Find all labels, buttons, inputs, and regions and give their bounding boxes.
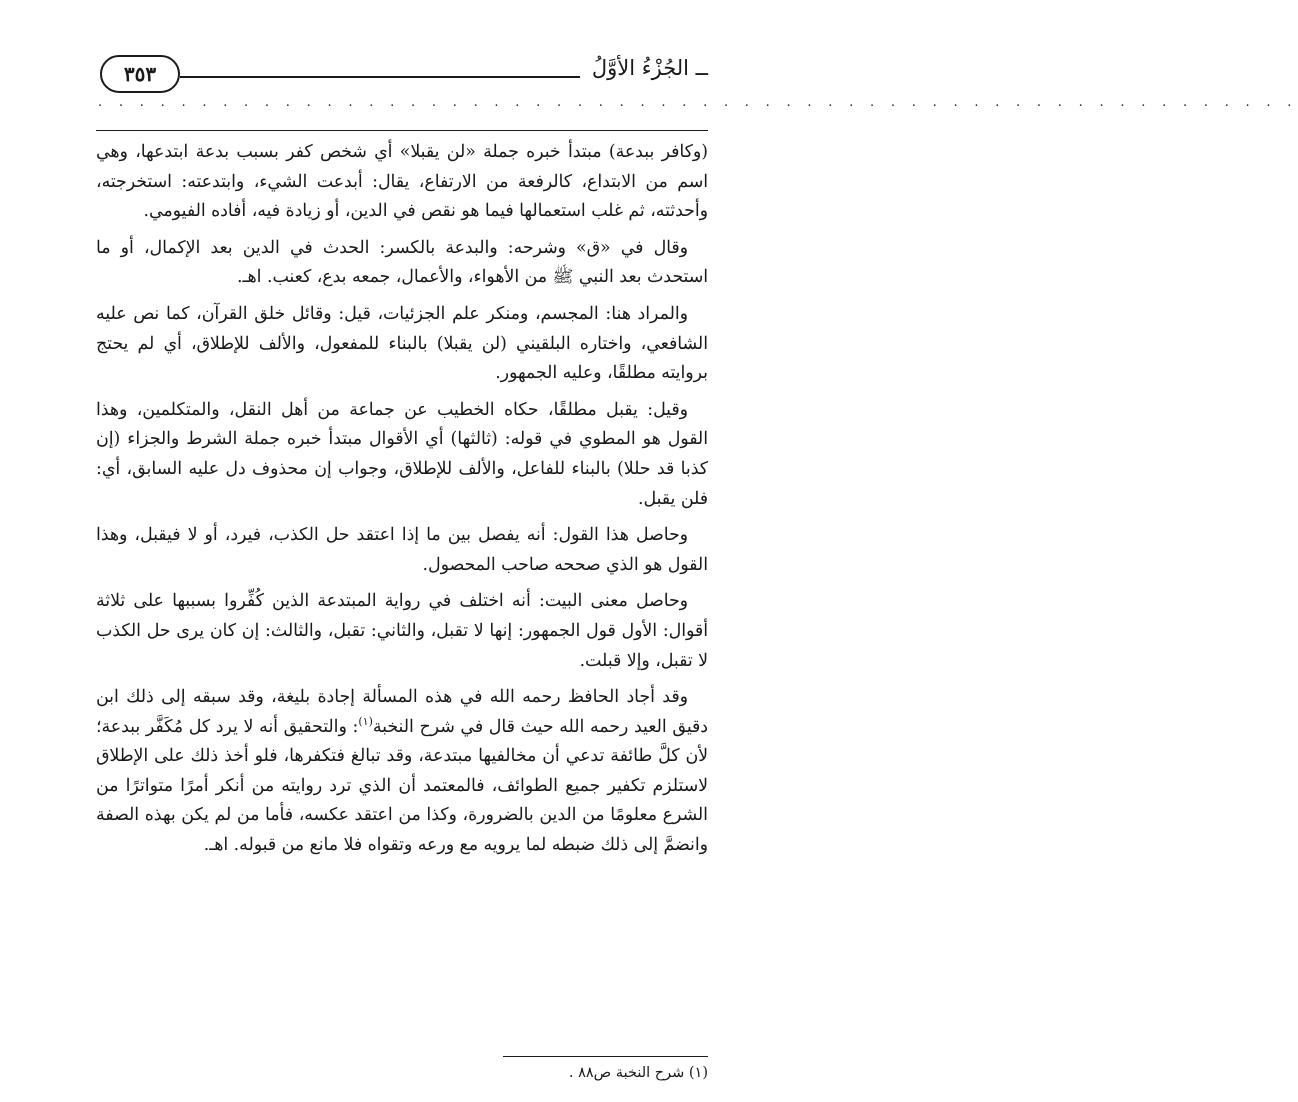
- section-title: ــ الجُزْءُ الأوَّلُ: [591, 56, 708, 80]
- paragraph: وحاصل معنى البيت: أنه اختلف في رواية المبتدعة الذين كُفِّروا بسببها على ثلاثة أقوال: الأول قول الجمهور: إنها لا تقبل، والثاني: تقبل، والثالث: إن كان يرى حل الكذب لا تقبل، وإلا قبلت.: [96, 591, 708, 671]
- paragraph-text: : والتحقيق أنه لا يرد كل مُكَفَّر ببدعة؛ لأن كلَّ طائفة تدعي أن مخالفيها مبتدعة، وقد تبالغ فتكفرها، فلو أخذ ذلك على الإطلاق لاستلزم تكفير جميع الطوائف، فالمعتمد أن الذي ترد روايته من أنكر أمرًا متواترًا من الشرع معلومًا من الدين بالضرورة، وكذا من اعتقد عكسه، فأما من لم يكن بهذه الصفة وانضمَّ إلى ذلك ضبطه لما يرويه مع ورعه وتقواه فلا مانع من قبوله. اهـ.: [96, 716, 708, 856]
- dotted-separator: . . . . . . . . . . . . . . . . . . . . . . . . . . . . . . . . . . . . . . . . . . . . . . . . . . . . . . . . . .: [98, 95, 1298, 110]
- page-number: ٣٥٣: [100, 55, 180, 93]
- paragraph: (وكافر ببدعة) مبتدأ خبره جملة «لن يقبلا» أي شخص كفر بسبب بدعة ابتدعها، وهي اسم من الابتداع، كالرفعة من الارتفاع، يقال: أبدعت الشيء، وابتدعته: استخرجته، وأحدثته، ثم غلب استعمالها فيما هو نقص في الدين، أو زيادة فيه، أفاده الفيومي.: [96, 142, 708, 222]
- paragraph: وحاصل هذا القول: أنه يفصل بين ما إذا اعتقد حل الكذب، فيرد، أو لا فيقبل، وهذا القول هو الذي صححه صاحب المحصول.: [96, 525, 708, 575]
- footnote-marker[interactable]: (١): [358, 714, 373, 728]
- paragraph: والمراد هنا: المجسم، ومنكر علم الجزئيات، قيل: وقائل خلق القرآن، كما نص عليه الشافعي، واختاره البلقيني (لن يقبلا) بالبناء للمفعول، والألف للإطلاق، أي لم يحتج بروايته مطلقًا، وعليه الجمهور.: [96, 303, 708, 384]
- footnote: (١) شرح النخبة ص٨٨ .: [568, 1065, 708, 1081]
- paragraph: وقيل: يقبل مطلقًا، حكاه الخطيب عن جماعة من أهل النقل، والمتكلمين، وهذا القول هو المطوي في قوله: (ثالثها) أي الأقوال مبتدأ خبره جملة الشرط والجزاء (إن كذبا قد حللا) بالبناء للفاعل، والألف للإطلاق، وجواب إن محذوف دل عليه السابق، أي: فلن يقبل.: [96, 399, 708, 509]
- footnote-rule: [503, 1056, 708, 1057]
- paragraph-text: وقد أجاد الحافظ رحمه الله في هذه المسألة إجادة بليغة، وقد سبقه إلى ذلك ابن دقيق العيد رحمه الله حيث قال في شرح النخبة: [96, 687, 708, 737]
- paragraph-with-footnote: [96, 683, 708, 861]
- running-header: [100, 48, 708, 98]
- text-top-rule: [96, 130, 708, 131]
- main-text: [96, 138, 708, 868]
- paragraph: وقال في «ق» وشرحه: والبدعة بالكسر: الحدث في الدين بعد الإكمال، أو ما استحدث بعد النبي ﷺ من الأهواء، والأعمال، جمعه بدع، كعنب. اهـ.: [96, 237, 708, 288]
- header-rule: [180, 76, 580, 78]
